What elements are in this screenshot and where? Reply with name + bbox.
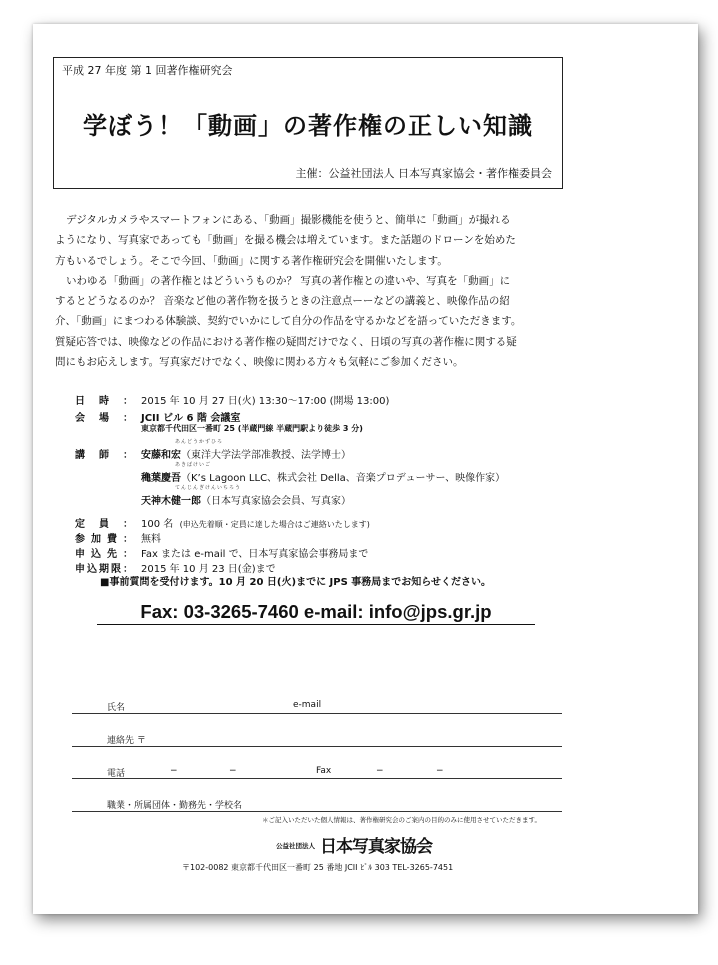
phone-dash: − <box>170 766 178 776</box>
phone-dash: − <box>229 766 237 776</box>
intro-line: するとどうなるのか？ 音楽など他の著作物を扱うときの注意点ーーなどの講義と、映像作品の紹 <box>55 295 510 308</box>
fee-value: 無料 <box>141 534 161 545</box>
footer-address: 〒102-0082 東京都千代田区一番町 25 番地 JCII ﾋﾞﾙ 303 TEL-3265-7451 <box>182 863 454 872</box>
lecturer-desc: （東洋大学法学部准教授、法学博士） <box>181 450 351 461</box>
venue-address: 東京都千代田区一番町 25 (半蔵門線 半蔵門駅より徒歩 3 分) <box>141 424 363 433</box>
capacity-label: 定員： <box>75 519 133 530</box>
intro-line: 問にもお応えします。写真家だけでなく、映像に関わる方々も気軽にご参加ください。 <box>55 356 464 369</box>
lecturer-name: 穐葉慶吾 <box>141 473 181 484</box>
lecturer-desc: （日本写真家協会会員、写真家） <box>201 496 351 507</box>
fax-dash: − <box>376 766 384 776</box>
organizer-label: 主催：公益社団法人 日本写真家協会・著作権委員会 <box>295 167 552 180</box>
page-title: 学ぼう！「動画」の著作権の正しい知識 <box>83 112 533 140</box>
venue-value: JCII ビル 6 階 会議室 <box>141 413 241 424</box>
logo-name: 日本写真家協会 <box>320 837 432 857</box>
phone-fax-line[interactable] <box>72 778 562 779</box>
address-label: 連絡先 〒 <box>107 736 146 746</box>
capacity-value: 100 名 <box>141 519 174 530</box>
intro-text <box>55 210 570 372</box>
deadline-label: 申込期限： <box>75 564 133 575</box>
privacy-note: ＊ご記入いただいた個人情報は、著作権研究会のご案内の目的のみに使用させていただきます。 <box>262 816 541 824</box>
date-value: 2015 年 10 月 27 日(火) 13:30～17:00 (開場 13:00) <box>141 396 390 407</box>
intro-line: 質疑応答では、映像などの作品における著作権の疑問だけでなく、日頃の写真の著作権に関する疑 <box>55 335 517 348</box>
organization-label: 職業・所属団体・勤務先・学校名 <box>107 801 243 811</box>
lecturer-item <box>141 492 351 507</box>
capacity-item <box>141 515 370 530</box>
capacity-row <box>75 515 370 530</box>
organization-line[interactable] <box>72 811 562 812</box>
apply-row <box>75 545 369 560</box>
venue-row <box>75 409 241 424</box>
series-label: 平成 27 年度 第 1 回著作権研究会 <box>62 64 233 77</box>
logo-prefix: 公益社団法人 <box>276 842 315 850</box>
intro-line: デジタルカメラやスマートフォンにある、「動画」撮影機能を使うと、簡単に「動画」が撮れる <box>66 214 511 226</box>
intro-line: いわゆる「動画」の著作権とはどういうものか？ 写真の著作権との違いや、写真を「動画」に <box>66 274 511 287</box>
venue-label: 会場： <box>75 413 133 424</box>
name-email-line[interactable] <box>72 713 562 714</box>
apply-label: 申込先： <box>75 549 133 560</box>
lecturer-label: 講師： <box>75 450 133 461</box>
address-line[interactable] <box>72 746 562 747</box>
lecturer-ruby: てんじんぎけんいちろう <box>175 485 242 491</box>
deadline-value: 2015 年 10 月 23 日(金)まで <box>141 564 276 575</box>
date-row <box>75 392 390 407</box>
intro-line: ようになり、写真家であっても「動画」を撮る機会は増えています。また話題のドローンを始めた <box>55 234 516 247</box>
intro-line: 介、「動画」にまつわる体験談、契約でいかにして自分の作品を守るかなどを語っていただきます。 <box>55 315 522 328</box>
lecturer-item <box>141 446 351 461</box>
title-box <box>53 57 563 189</box>
phone-label: 電話 <box>107 769 126 779</box>
contact-line[interactable]: Fax: 03-3265-7460 e-mail: info@jps.gr.jp <box>97 601 535 625</box>
name-label: 氏名 <box>107 703 126 713</box>
lecturer-ruby: あきばけいご <box>175 462 212 468</box>
fee-label: 参加費： <box>75 534 133 545</box>
lecturer-row <box>75 439 351 461</box>
date-label: 日時： <box>75 396 133 407</box>
email-label: e-mail <box>293 700 322 710</box>
fax-dash: − <box>436 766 444 776</box>
capacity-note: (申込先着順・定員に達した場合はご連絡いたします) <box>179 520 370 529</box>
lecturer-item <box>141 469 505 484</box>
lecturer-name: 安藤和宏 <box>141 450 181 461</box>
lecturer-ruby: あんどうかずひろ <box>175 439 224 445</box>
lecturer-desc: （K’s Lagoon LLC、株式会社 Della、音楽プロデューサー、映像作家） <box>181 473 506 484</box>
fee-row <box>75 530 161 545</box>
fax-label: Fax <box>316 766 332 776</box>
advance-question-notice: ■事前質問を受付けます。10 月 20 日(火)までに JPS 事務局までお知らせください。 <box>100 577 491 588</box>
apply-value: Fax または e-mail で、日本写真家協会事務局まで <box>141 549 369 560</box>
lecturer-name: 天神木健一郎 <box>141 496 201 507</box>
intro-line: 方もいるでしょう。そこで今回、「動画」に関する著作権研究会を開催いたします。 <box>55 254 448 267</box>
